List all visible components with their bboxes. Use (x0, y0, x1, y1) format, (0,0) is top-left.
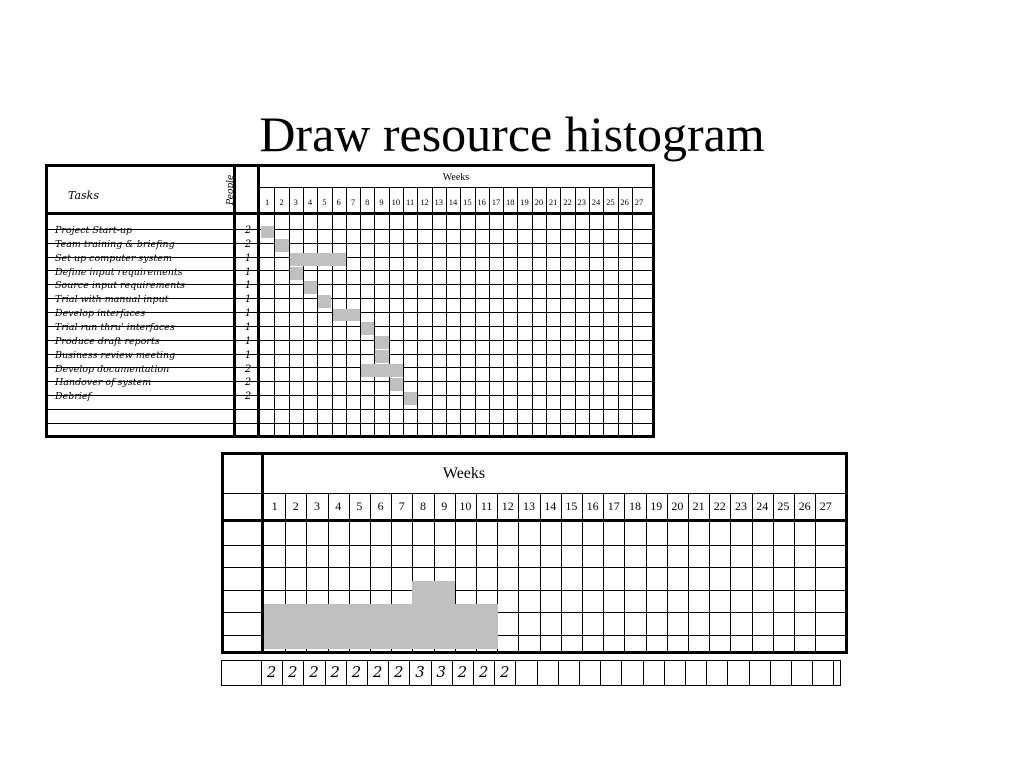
totals-cell-line (600, 660, 601, 686)
task-people: 1 (244, 266, 252, 278)
week-label: 5 (322, 197, 327, 207)
hist-week-label: 11 (480, 499, 493, 513)
hist-col-line (794, 494, 795, 651)
hist-week-label: 17 (607, 499, 620, 513)
hist-week-label: 19 (650, 499, 663, 513)
histogram-bar (264, 604, 286, 649)
task-name: Produce draft reports (55, 335, 160, 347)
total-value: 3 (436, 663, 446, 681)
gantt-weeks-divider (260, 187, 652, 188)
hist-week-label: 9 (441, 499, 448, 513)
hist-week-label: 6 (377, 499, 384, 513)
resource-histogram (221, 452, 848, 654)
hist-week-label: 27 (819, 499, 832, 513)
totals-cell-line (685, 660, 686, 686)
task-people: 2 (244, 391, 252, 403)
histogram-bar (349, 604, 371, 649)
hist-col-line (540, 494, 541, 651)
week-label: 7 (350, 197, 356, 207)
task-bar (333, 309, 361, 322)
week-label: 26 (620, 197, 629, 207)
task-bar (390, 378, 403, 391)
hist-week-label: 25 (777, 499, 790, 513)
totals-cell-line (621, 660, 622, 686)
week-label: 9 (379, 197, 384, 207)
task-people: 2 (244, 377, 252, 389)
totals-cell-line (706, 660, 707, 686)
hist-week-label: 12 (501, 499, 514, 513)
week-label: 22 (563, 197, 572, 207)
totals-cell-line (643, 660, 644, 686)
hist-weeks-header: Weeks (442, 465, 486, 482)
week-label: 19 (520, 197, 529, 207)
total-value: 2 (330, 663, 340, 681)
hist-col-line (603, 494, 604, 651)
total-value: 2 (266, 663, 277, 681)
task-name: Define input requirements (55, 266, 183, 278)
gantt-row-line (48, 409, 652, 410)
week-label: 27 (634, 197, 644, 207)
week-label: 4 (307, 197, 313, 207)
totals-cell-line (727, 660, 728, 686)
hist-week-label: 20 (671, 499, 684, 513)
hist-col-line (752, 494, 753, 651)
totals-cell-line (791, 660, 792, 686)
week-label: 24 (591, 197, 601, 207)
histogram-bar (306, 604, 328, 649)
task-bar (318, 295, 331, 308)
task-people: 1 (244, 349, 252, 361)
task-bar (304, 281, 317, 294)
week-label: 2 (279, 197, 284, 207)
total-value: 2 (309, 663, 319, 681)
task-people: 2 (244, 225, 252, 236)
hist-row-line (224, 545, 845, 546)
histogram-bar (328, 604, 350, 649)
hist-row-line (224, 567, 845, 568)
task-bar (261, 226, 274, 239)
task-name: Team training & briefing (55, 238, 175, 250)
histogram-bar (455, 604, 477, 649)
task-name: Handover of system (55, 377, 152, 389)
week-label: 6 (336, 197, 341, 207)
task-name: Trial with manual input (55, 294, 169, 306)
hist-week-label: 8 (419, 499, 426, 513)
histogram-bar (434, 581, 456, 649)
task-name: Develop interfaces (55, 308, 146, 320)
hist-week-label: 1 (271, 499, 278, 513)
total-value: 2 (288, 663, 298, 681)
histogram-bar (370, 604, 392, 649)
gantt-row-line (48, 229, 652, 230)
hist-row-line (224, 590, 845, 591)
hist-col-line (646, 494, 647, 651)
week-label: 14 (448, 197, 458, 207)
week-label: 23 (577, 197, 586, 207)
task-bar (361, 322, 374, 335)
task-name: Develop documentation (55, 363, 170, 375)
resource-totals-row (221, 660, 842, 687)
week-label: 20 (534, 197, 544, 207)
hist-week-label: 18 (628, 499, 641, 513)
task-bar (275, 239, 288, 252)
hist-week-label: 26 (798, 499, 811, 513)
gantt-row-line (48, 395, 652, 396)
hist-col-line (624, 494, 625, 651)
total-value: 2 (372, 663, 383, 681)
task-people: 1 (244, 280, 252, 292)
task-bar (361, 364, 403, 377)
week-label: 13 (434, 197, 443, 207)
hist-week-label: 21 (692, 499, 705, 513)
totals-cell-line (664, 660, 665, 686)
task-name: Project Start-up (55, 225, 133, 236)
week-label: 18 (505, 197, 515, 207)
task-bar (375, 336, 388, 349)
totals-cell-line (579, 660, 580, 686)
hist-col-line (773, 494, 774, 651)
hist-week-label: 4 (335, 499, 342, 513)
hist-col-line (688, 494, 689, 651)
task-name: Business review meeting (55, 349, 176, 361)
histogram-bar (412, 581, 434, 649)
task-people: 2 (244, 363, 252, 375)
totals-cell-line (537, 660, 538, 686)
hist-week-label: 22 (713, 499, 726, 513)
totals-cell-line (812, 660, 813, 686)
task-people: 2 (244, 238, 252, 250)
week-label: 25 (606, 197, 615, 207)
task-name: Source input requirements (55, 280, 186, 292)
hist-week-label: 23 (734, 499, 747, 513)
hist-week-label: 10 (459, 499, 472, 513)
week-label: 3 (293, 197, 298, 207)
hist-col-line (709, 494, 710, 651)
task-bar (290, 253, 346, 266)
week-label: 15 (463, 197, 472, 207)
weeks-header: Weeks (442, 172, 470, 183)
hist-week-label: 24 (756, 499, 769, 513)
week-label: 11 (406, 197, 415, 207)
totals-cell-line (833, 660, 834, 686)
totals-cell-line (749, 660, 750, 686)
hist-col-line (518, 494, 519, 651)
total-value: 2 (457, 663, 468, 681)
total-value: 2 (351, 663, 362, 681)
week-label: 10 (391, 197, 401, 207)
week-label: 12 (420, 197, 429, 207)
hist-week-label: 5 (356, 499, 363, 513)
histogram-bar (285, 604, 307, 649)
total-value: 2 (500, 663, 510, 681)
slide-title: Draw resource histogram (259, 106, 765, 162)
hist-week-label: 2 (292, 499, 299, 513)
week-label: 17 (491, 197, 501, 207)
total-value: 3 (415, 663, 425, 681)
hist-week-label: 7 (398, 499, 405, 513)
task-bar (290, 267, 303, 280)
task-bar (375, 350, 388, 363)
total-value: 2 (394, 663, 404, 681)
hist-col-line (815, 494, 816, 651)
task-name: Debrief (55, 391, 92, 403)
hist-col-line (667, 494, 668, 651)
task-name: Set up computer system (55, 252, 173, 264)
task-people: 1 (244, 252, 252, 264)
task-name: Trial run thru' interfaces (55, 321, 175, 333)
hist-week-label: 14 (544, 499, 557, 513)
task-people: 1 (244, 321, 252, 333)
hist-col-line (561, 494, 562, 651)
week-label: 21 (548, 197, 558, 207)
task-people: 1 (244, 308, 252, 320)
hist-week-label: 3 (313, 499, 320, 513)
hist-week-label: 13 (522, 499, 535, 513)
histogram-bar (391, 604, 413, 649)
week-label: 16 (477, 197, 486, 207)
total-value: 2 (478, 663, 489, 681)
tasks-header: Tasks (68, 189, 99, 202)
hist-week-label: 16 (586, 499, 599, 513)
task-people: 1 (244, 294, 252, 306)
hist-col-line (730, 494, 731, 651)
week-label: 8 (365, 197, 370, 207)
totals-cell-line (770, 660, 771, 686)
week-label: 1 (265, 197, 270, 207)
people-header: People (226, 174, 236, 205)
gantt-header-divider (48, 212, 652, 215)
hist-col-line (582, 494, 583, 651)
totals-cell-line (558, 660, 559, 686)
gantt-chart (45, 164, 655, 438)
gantt-row-line (48, 423, 652, 424)
totals-cell-line (515, 660, 516, 686)
task-bar (404, 392, 417, 405)
hist-week-label: 15 (565, 499, 578, 513)
histogram-bar (476, 604, 498, 649)
task-people: 1 (244, 335, 252, 347)
